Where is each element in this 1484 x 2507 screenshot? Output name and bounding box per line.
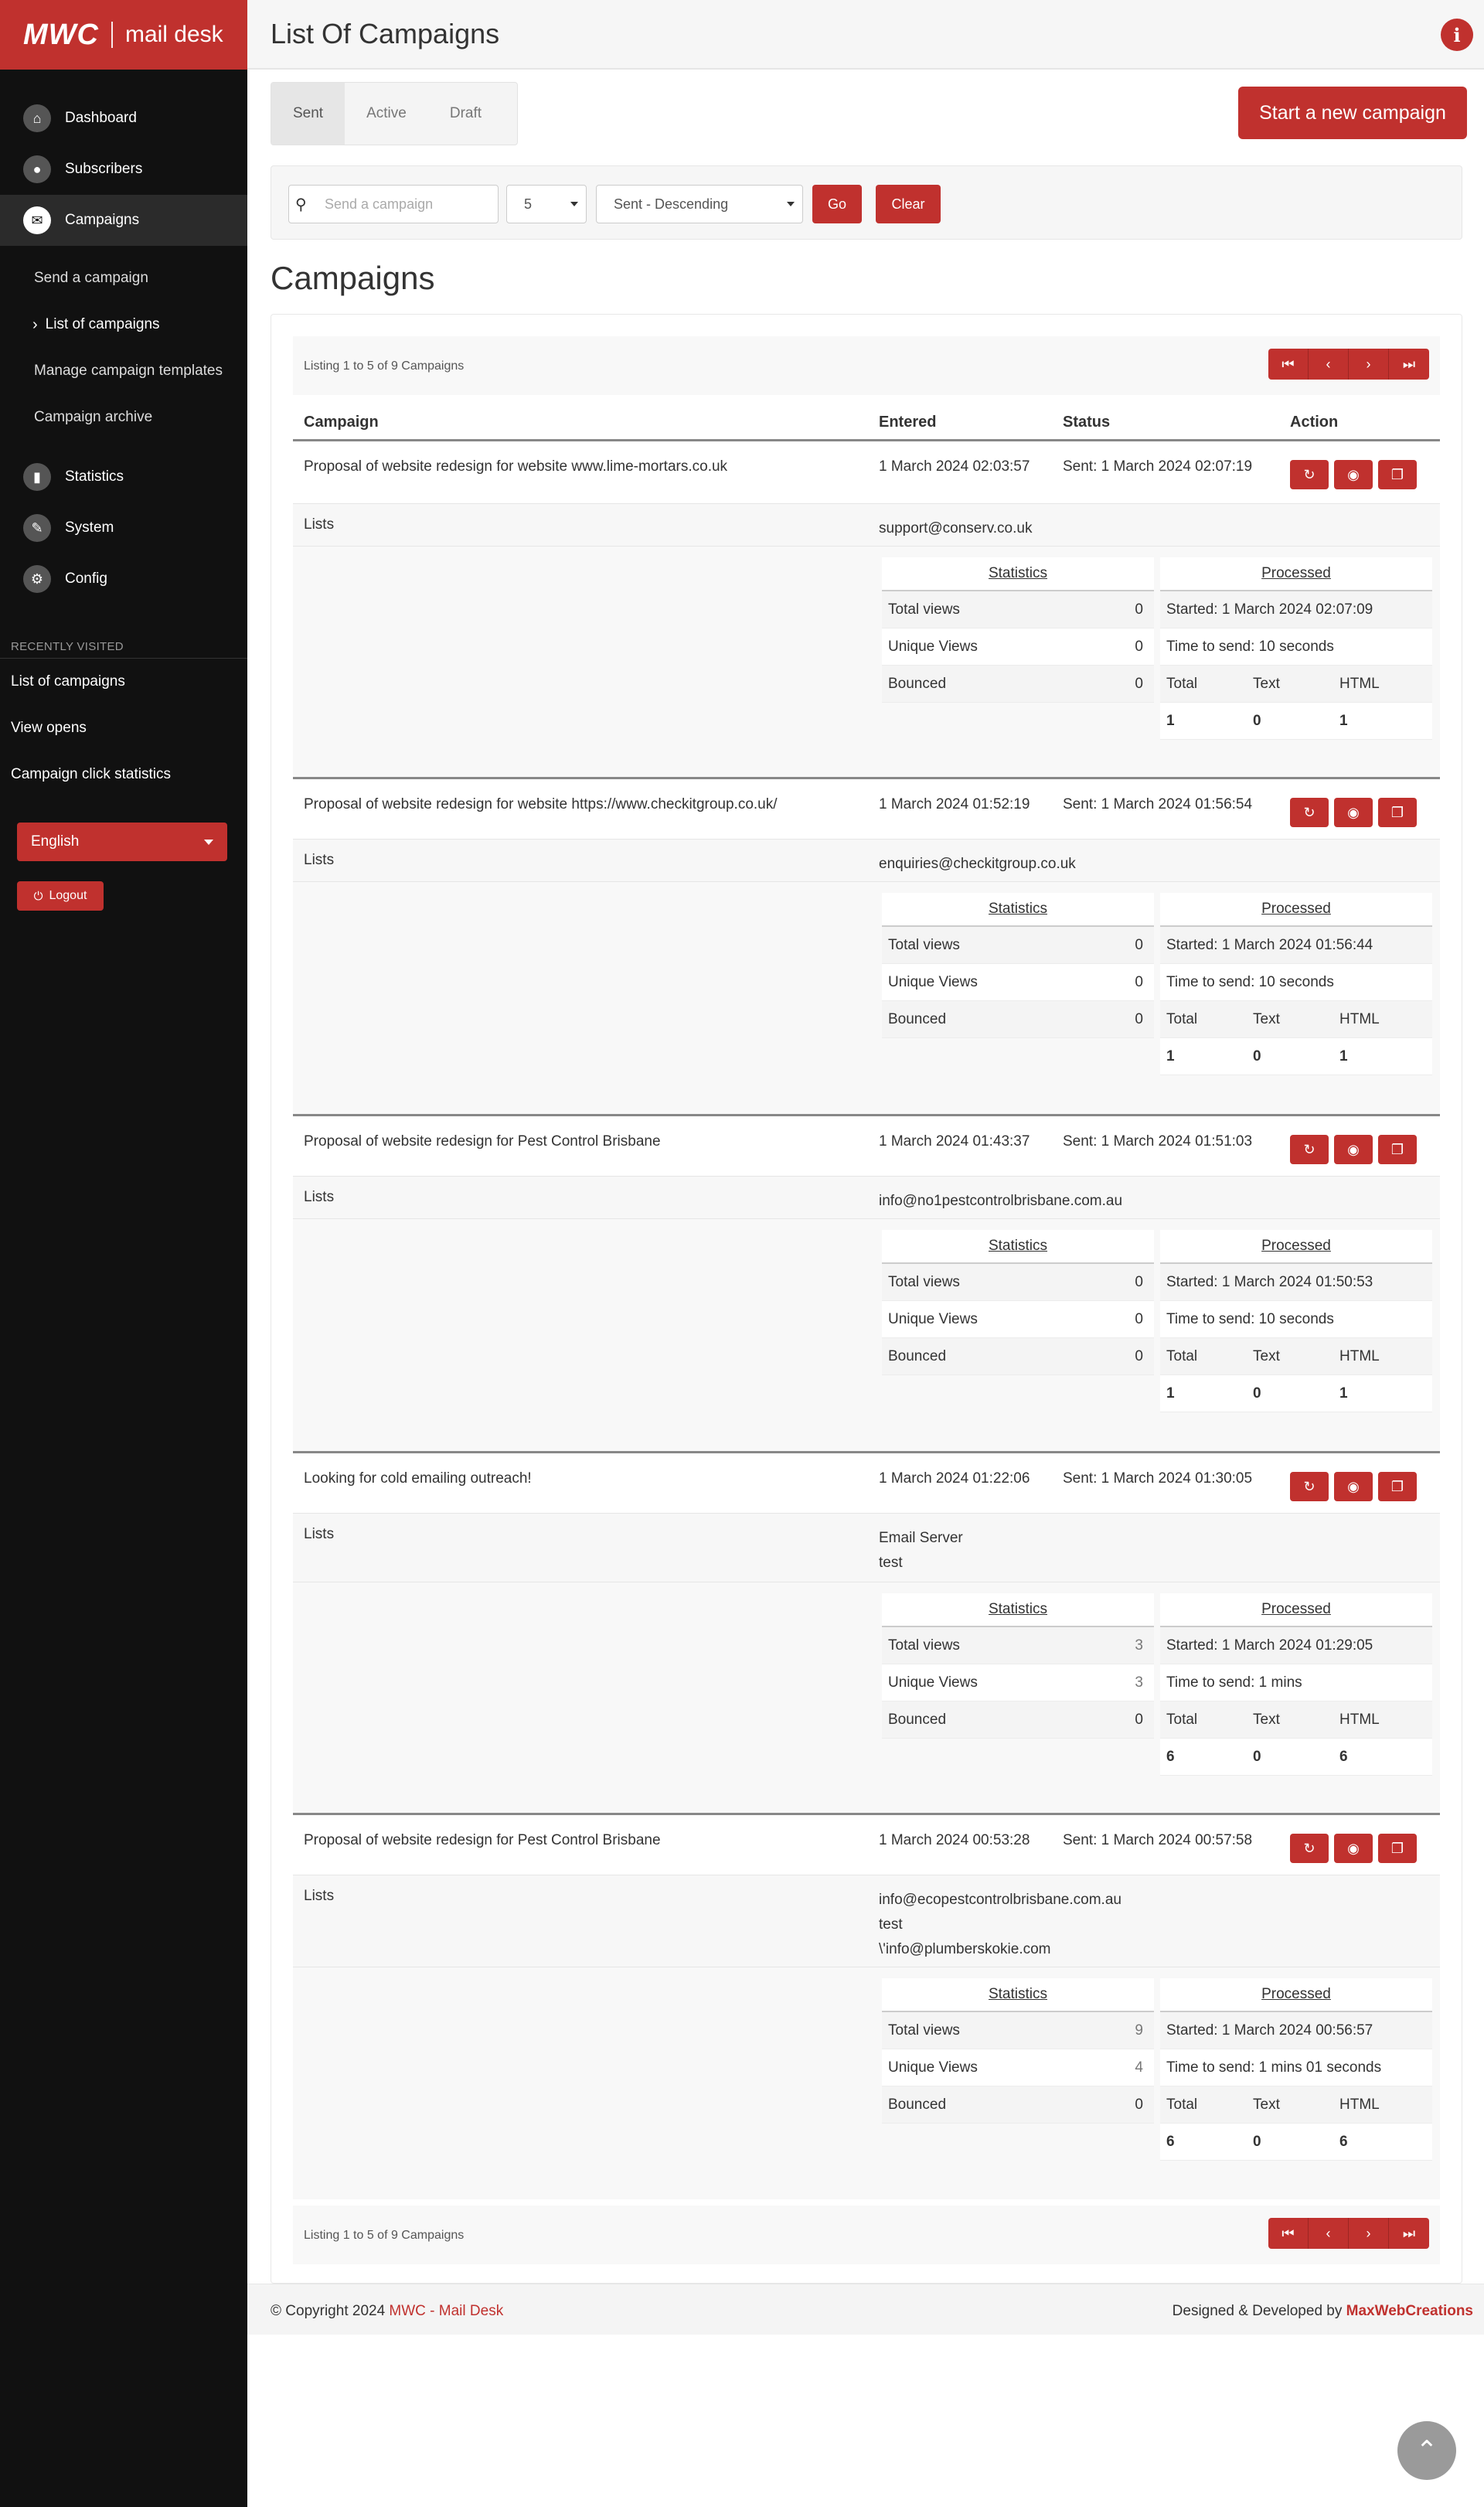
- column-campaign: Campaign: [304, 414, 379, 431]
- text-label: Text: [1253, 675, 1280, 692]
- view-button[interactable]: [1334, 1135, 1373, 1164]
- copy-button[interactable]: [1378, 1472, 1417, 1501]
- time-to-send-row: Time to send: 1 mins 01 seconds: [1160, 2049, 1432, 2086]
- campaign-summary: [293, 1114, 1440, 1176]
- started-row: Started: 1 March 2024 01:56:44: [1160, 927, 1432, 964]
- info-icon[interactable]: i: [1441, 19, 1473, 51]
- started-row: Started: 1 March 2024 02:07:09: [1160, 591, 1432, 628]
- logo-product: mail desk: [124, 22, 223, 47]
- unique-views-label: Unique Views: [888, 638, 978, 655]
- subnav-label: Send a campaign: [34, 270, 148, 286]
- eye-icon: ◉: [1347, 1840, 1360, 1856]
- campaign-row: [293, 1451, 1440, 1814]
- copyright-text: © Copyright 2024: [271, 2303, 386, 2319]
- sort-select[interactable]: [596, 185, 803, 223]
- total-views-label: Total views: [888, 2022, 960, 2039]
- started-row: Started: 1 March 2024 01:29:05: [1160, 1627, 1432, 1664]
- total-views-value: 0: [1135, 601, 1143, 618]
- section-title: Campaigns: [271, 260, 435, 296]
- lists-values: [879, 852, 1076, 877]
- campaign-row: [293, 777, 1440, 1114]
- format-values-row: [1160, 1739, 1432, 1776]
- main-nav: [0, 93, 247, 605]
- statistics-header[interactable]: Statistics: [882, 893, 1154, 927]
- list-entry: info@no1pestcontrolbrisbane.com.au: [879, 1193, 1123, 1209]
- per-page-value: 5: [524, 196, 533, 212]
- eye-icon: ◉: [1347, 804, 1360, 820]
- html-value: 1: [1339, 1047, 1348, 1064]
- time-to-send-row: Time to send: 10 seconds: [1160, 628, 1432, 666]
- format-header-row: [1160, 1701, 1432, 1739]
- text-value: 0: [1253, 1385, 1261, 1402]
- campaign-status: Sent: 1 March 2024 01:51:03: [1063, 1133, 1253, 1150]
- lists-row: [293, 1513, 1440, 1582]
- time-to-send-row: Time to send: 10 seconds: [1160, 964, 1432, 1001]
- format-header-row: [1160, 666, 1432, 703]
- listing-text: Listing 1 to 5 of 9 Campaigns: [304, 359, 465, 373]
- campaign-actions: [1290, 1135, 1422, 1164]
- copy-button[interactable]: [1378, 798, 1417, 827]
- processed-table: [1160, 893, 1432, 1075]
- unique-views-label: Unique Views: [888, 973, 978, 990]
- per-page-select[interactable]: [506, 185, 587, 223]
- html-value: 1: [1339, 1385, 1348, 1402]
- clear-button[interactable]: Clear: [876, 185, 941, 223]
- language-select[interactable]: [17, 823, 227, 861]
- power-icon: ⏻: [33, 889, 43, 903]
- total-label: Total: [1166, 1347, 1198, 1364]
- sidebar-item-label: Dashboard: [65, 110, 137, 126]
- campaign-actions: [1290, 460, 1422, 489]
- listing-bar-bottom: [293, 2206, 1440, 2264]
- refresh-icon: ↻: [1303, 466, 1316, 482]
- unique-views-row: [882, 1301, 1154, 1338]
- subnav-send-campaign[interactable]: [0, 255, 247, 301]
- format-values-row: [1160, 1375, 1432, 1412]
- format-values-row: [1160, 703, 1432, 740]
- refresh-icon: ↻: [1303, 804, 1316, 820]
- campaign-tabs: [271, 82, 518, 145]
- page-title: List Of Campaigns: [271, 18, 500, 49]
- requeue-button[interactable]: [1290, 798, 1329, 827]
- html-value: 1: [1339, 712, 1348, 729]
- total-views-value: 3: [1135, 1637, 1143, 1654]
- unique-views-value: 3: [1135, 1674, 1143, 1691]
- logo[interactable]: [0, 0, 247, 70]
- total-views-row: [882, 927, 1154, 964]
- bounced-label: Bounced: [888, 675, 947, 692]
- lists-row: [293, 839, 1440, 882]
- search-placeholder: Send a campaign: [325, 196, 434, 212]
- search-icon: ⚲: [295, 196, 307, 213]
- html-label: HTML: [1339, 1010, 1380, 1027]
- total-label: Total: [1166, 1711, 1198, 1728]
- unique-views-value: 0: [1135, 973, 1143, 990]
- campaign-status: Sent: 1 March 2024 01:30:05: [1063, 1470, 1253, 1487]
- html-label: HTML: [1339, 675, 1380, 692]
- campaigns-panel: [271, 314, 1462, 2284]
- view-button[interactable]: [1334, 1834, 1373, 1863]
- list-entry: Email Server: [879, 1530, 963, 1546]
- campaign-entered: 1 March 2024 00:53:28: [879, 1832, 1030, 1848]
- wrench-icon: ✎: [23, 514, 51, 542]
- last-page-button[interactable]: ⏭: [1389, 349, 1429, 380]
- total-views-value: 0: [1135, 936, 1143, 953]
- pagination: [1268, 2218, 1429, 2249]
- logout-label: Logout: [49, 889, 87, 902]
- lists-label: Lists: [304, 1888, 335, 1904]
- total-label: Total: [1166, 675, 1198, 692]
- unique-views-value: 0: [1135, 1310, 1143, 1327]
- eye-icon: ◉: [1347, 1141, 1360, 1157]
- refresh-icon: ↻: [1303, 1141, 1316, 1157]
- sidebar-item-subscribers[interactable]: [0, 144, 247, 195]
- sidebar-item-label: Config: [65, 571, 107, 587]
- unique-views-row: [882, 964, 1154, 1001]
- total-views-row: [882, 1264, 1154, 1301]
- html-value: 6: [1339, 1748, 1348, 1765]
- sidebar-item-config[interactable]: [0, 554, 247, 605]
- campaign-row: [293, 1813, 1440, 2199]
- text-value: 0: [1253, 1748, 1261, 1765]
- recent-item-view-opens[interactable]: View opens: [11, 720, 87, 736]
- bounced-value: 0: [1135, 1711, 1143, 1728]
- sidebar-item-statistics[interactable]: [0, 451, 247, 502]
- campaign-stats-area: [293, 882, 1440, 1114]
- subnav-list-of-campaigns[interactable]: [0, 301, 247, 348]
- listing-bar-top: [293, 336, 1440, 395]
- footer-credit: [1173, 2303, 1473, 2320]
- statistics-table: [882, 1593, 1154, 1739]
- chevron-right-icon: ›: [32, 315, 38, 333]
- campaign-row: [293, 441, 1440, 778]
- bounced-label: Bounced: [888, 1347, 947, 1364]
- unique-views-value: 0: [1135, 638, 1143, 655]
- tab-sent[interactable]: Sent: [271, 83, 345, 145]
- gear-icon: ⚙: [23, 565, 51, 593]
- copy-icon: ❐: [1390, 1141, 1404, 1157]
- lists-row: [293, 1875, 1440, 1967]
- bounced-label: Bounced: [888, 1010, 947, 1027]
- bounced-row: [882, 2086, 1154, 2124]
- statistics-header[interactable]: Statistics: [882, 1978, 1154, 2012]
- unique-views-row: [882, 628, 1154, 666]
- campaign-stats-area: [293, 547, 1440, 778]
- html-label: HTML: [1339, 2096, 1380, 2113]
- campaign-subnav: [0, 246, 247, 451]
- started-row: Started: 1 March 2024 01:50:53: [1160, 1264, 1432, 1301]
- copy-icon: ❐: [1390, 466, 1404, 482]
- lists-label: Lists: [304, 852, 335, 868]
- bounced-label: Bounced: [888, 2096, 947, 2113]
- format-values-row: [1160, 2124, 1432, 2161]
- subnav-manage-templates[interactable]: [0, 348, 247, 394]
- time-to-send-row: Time to send: 1 mins: [1160, 1664, 1432, 1701]
- unique-views-label: Unique Views: [888, 1674, 978, 1691]
- filter-bar: [271, 165, 1462, 240]
- statistics-table: [882, 557, 1154, 703]
- total-views-label: Total views: [888, 936, 960, 953]
- bounced-value: 0: [1135, 675, 1143, 692]
- processed-header[interactable]: Processed: [1160, 1230, 1432, 1264]
- lists-values: [879, 1189, 1122, 1214]
- developer-link[interactable]: MaxWebCreations: [1346, 2303, 1473, 2319]
- search-input[interactable]: [288, 185, 499, 223]
- campaign-name[interactable]: Proposal of website redesign for website https://www.checkitgroup.co.uk/: [304, 796, 778, 812]
- subnav-label: Campaign archive: [34, 409, 153, 425]
- statistics-table: [882, 1978, 1154, 2124]
- lists-values: [879, 1888, 1122, 1962]
- text-label: Text: [1253, 1347, 1280, 1364]
- footer-copyright: [271, 2303, 503, 2320]
- next-page-button[interactable]: ›: [1349, 349, 1389, 380]
- started-row: Started: 1 March 2024 00:56:57: [1160, 2012, 1432, 2049]
- copy-icon: ❐: [1390, 1478, 1404, 1494]
- unique-views-row: [882, 2049, 1154, 2086]
- processed-table: [1160, 1593, 1432, 1776]
- total-views-value: 0: [1135, 1273, 1143, 1290]
- processed-header[interactable]: Processed: [1160, 893, 1432, 927]
- total-views-label: Total views: [888, 601, 960, 618]
- text-label: Text: [1253, 1711, 1280, 1728]
- html-value: 6: [1339, 2133, 1348, 2150]
- list-entry: enquiries@checkitgroup.co.uk: [879, 856, 1076, 872]
- campaign-status: Sent: 1 March 2024 00:57:58: [1063, 1832, 1253, 1848]
- requeue-button[interactable]: [1290, 1135, 1329, 1164]
- statistics-header[interactable]: Statistics: [882, 1230, 1154, 1264]
- requeue-button[interactable]: [1290, 1834, 1329, 1863]
- total-label: Total: [1166, 2096, 1198, 2113]
- sidebar: [0, 0, 247, 2507]
- campaign-stats-area: [293, 1219, 1440, 1451]
- footer-brand-link[interactable]: MWC - Mail Desk: [389, 2303, 504, 2319]
- bounced-row: [882, 1001, 1154, 1038]
- lists-values: [879, 516, 1032, 541]
- campaign-name[interactable]: Proposal of website redesign for website www.lime-mortars.co.uk: [304, 458, 728, 475]
- text-label: Text: [1253, 1010, 1280, 1027]
- campaign-status: Sent: 1 March 2024 01:56:54: [1063, 796, 1253, 812]
- text-value: 0: [1253, 712, 1261, 729]
- subnav-label: Manage campaign templates: [34, 363, 223, 379]
- bounced-value: 0: [1135, 2096, 1143, 2113]
- campaign-stats-area: [293, 1582, 1440, 1814]
- recent-item-click-statistics[interactable]: Campaign click statistics: [11, 766, 171, 782]
- campaign-entered: 1 March 2024 01:43:37: [879, 1133, 1030, 1150]
- campaign-summary: [293, 441, 1440, 503]
- scroll-to-top-button[interactable]: ⌃: [1397, 2421, 1456, 2480]
- html-label: HTML: [1339, 1711, 1380, 1728]
- text-label: Text: [1253, 2096, 1280, 2113]
- total-value: 1: [1166, 712, 1175, 729]
- bounced-row: [882, 1338, 1154, 1375]
- copy-button[interactable]: [1378, 1135, 1417, 1164]
- next-page-button[interactable]: ›: [1349, 2218, 1389, 2249]
- footer: [247, 2284, 1484, 2335]
- processed-header[interactable]: Processed: [1160, 1978, 1432, 2012]
- unique-views-label: Unique Views: [888, 2059, 978, 2076]
- page-header: [247, 0, 1484, 70]
- subnav-campaign-archive[interactable]: [0, 394, 247, 441]
- prev-page-button[interactable]: ‹: [1309, 2218, 1349, 2249]
- total-value: 1: [1166, 1047, 1175, 1064]
- designed-text: Designed & Developed by: [1172, 2303, 1343, 2319]
- logo-brand: MWC: [23, 18, 99, 51]
- pagination: [1268, 349, 1429, 380]
- campaign-actions: [1290, 1834, 1422, 1863]
- sort-value: Sent - Descending: [614, 196, 729, 212]
- statistics-table: [882, 893, 1154, 1038]
- unique-views-row: [882, 1664, 1154, 1701]
- first-page-button[interactable]: ⏮: [1268, 2218, 1309, 2249]
- copy-button[interactable]: [1378, 1834, 1417, 1863]
- total-views-label: Total views: [888, 1273, 960, 1290]
- statistics-table: [882, 1230, 1154, 1375]
- first-page-button[interactable]: ⏮: [1268, 349, 1309, 380]
- campaign-summary: [293, 1451, 1440, 1513]
- format-header-row: [1160, 1001, 1432, 1038]
- column-status: Status: [1063, 414, 1111, 431]
- bounced-value: 0: [1135, 1010, 1143, 1027]
- format-values-row: [1160, 1038, 1432, 1075]
- listing-text: Listing 1 to 5 of 9 Campaigns: [304, 2229, 465, 2242]
- list-entry: test: [879, 1555, 903, 1571]
- processed-header[interactable]: Processed: [1160, 557, 1432, 591]
- total-views-row: [882, 2012, 1154, 2049]
- time-to-send-row: Time to send: 10 seconds: [1160, 1301, 1432, 1338]
- caret-down-icon: [204, 840, 213, 845]
- statistics-header[interactable]: Statistics: [882, 1593, 1154, 1627]
- envelope-icon: ✉: [23, 206, 51, 234]
- logout-button[interactable]: [17, 881, 104, 911]
- eye-icon: ◉: [1347, 1478, 1360, 1494]
- sidebar-item-label: Statistics: [65, 468, 124, 485]
- column-action: Action: [1290, 414, 1339, 431]
- campaign-name[interactable]: Proposal of website redesign for Pest Control Brisbane: [304, 1133, 661, 1150]
- sidebar-item-label: Campaigns: [65, 212, 140, 228]
- requeue-button[interactable]: [1290, 1472, 1329, 1501]
- text-value: 0: [1253, 1047, 1261, 1064]
- statistics-header[interactable]: Statistics: [882, 557, 1154, 591]
- processed-table: [1160, 1978, 1432, 2161]
- processed-table: [1160, 1230, 1432, 1412]
- view-button[interactable]: [1334, 1472, 1373, 1501]
- lists-row: [293, 1176, 1440, 1219]
- start-new-campaign-button[interactable]: Start a new campaign: [1238, 87, 1467, 139]
- view-button[interactable]: [1334, 460, 1373, 489]
- list-entry: test: [879, 1916, 903, 1933]
- format-header-row: [1160, 2086, 1432, 2124]
- recently-visited-title: RECENTLY VISITED: [0, 635, 247, 659]
- lists-label: Lists: [304, 1526, 335, 1542]
- bounced-row: [882, 666, 1154, 703]
- recent-item-list-of-campaigns[interactable]: List of campaigns: [11, 673, 125, 690]
- campaign-status: Sent: 1 March 2024 02:07:19: [1063, 458, 1253, 475]
- campaign-summary: [293, 1813, 1440, 1875]
- sidebar-item-campaigns[interactable]: [0, 195, 247, 246]
- list-entry: support@conserv.co.uk: [879, 520, 1033, 536]
- lists-values: [879, 1526, 963, 1575]
- copy-icon: ❐: [1390, 1840, 1404, 1856]
- list-entry: info@ecopestcontrolbrisbane.com.au: [879, 1892, 1122, 1908]
- home-icon: ⌂: [23, 104, 51, 132]
- table-header: [293, 397, 1440, 441]
- text-value: 0: [1253, 2133, 1261, 2150]
- sidebar-item-label: System: [65, 519, 114, 536]
- lists-label: Lists: [304, 516, 335, 533]
- format-header-row: [1160, 1338, 1432, 1375]
- total-views-label: Total views: [888, 1637, 960, 1654]
- campaign-actions: [1290, 798, 1422, 827]
- unique-views-label: Unique Views: [888, 1310, 978, 1327]
- unique-views-value: 4: [1135, 2059, 1143, 2076]
- campaign-name[interactable]: Looking for cold emailing outreach!: [304, 1470, 532, 1487]
- bar-chart-icon: ▮: [23, 463, 51, 491]
- logo-separator: [111, 22, 113, 48]
- total-value: 6: [1166, 2133, 1175, 2150]
- bounced-label: Bounced: [888, 1711, 947, 1728]
- total-views-row: [882, 591, 1154, 628]
- lists-label: Lists: [304, 1189, 335, 1205]
- copy-button[interactable]: [1378, 460, 1417, 489]
- total-value: 6: [1166, 1748, 1175, 1765]
- sidebar-item-system[interactable]: [0, 502, 247, 554]
- column-entered: Entered: [879, 414, 937, 431]
- language-value: English: [31, 833, 80, 850]
- prev-page-button[interactable]: ‹: [1309, 349, 1349, 380]
- lists-row: [293, 503, 1440, 547]
- go-button[interactable]: Go: [812, 185, 862, 223]
- total-views-row: [882, 1627, 1154, 1664]
- user-icon: ●: [23, 155, 51, 183]
- campaign-stats-area: [293, 1967, 1440, 2199]
- tab-draft[interactable]: Draft: [449, 105, 482, 121]
- processed-table: [1160, 557, 1432, 740]
- bounced-value: 0: [1135, 1347, 1143, 1364]
- tab-active[interactable]: Active: [366, 105, 407, 121]
- bounced-row: [882, 1701, 1154, 1739]
- total-value: 1: [1166, 1385, 1175, 1402]
- subnav-label: List of campaigns: [45, 316, 160, 332]
- total-views-value: 9: [1135, 2022, 1143, 2039]
- campaign-summary: [293, 777, 1440, 839]
- campaign-name[interactable]: Proposal of website redesign for Pest Control Brisbane: [304, 1832, 661, 1848]
- refresh-icon: ↻: [1303, 1478, 1316, 1494]
- chevron-down-icon: [570, 202, 578, 206]
- eye-icon: ◉: [1347, 466, 1360, 482]
- total-label: Total: [1166, 1010, 1198, 1027]
- campaign-entered: 1 March 2024 01:52:19: [879, 796, 1030, 812]
- processed-header[interactable]: Processed: [1160, 1593, 1432, 1627]
- campaign-entered: 1 March 2024 01:22:06: [879, 1470, 1030, 1487]
- campaign-row: [293, 1114, 1440, 1451]
- requeue-button[interactable]: [1290, 460, 1329, 489]
- list-entry: \'info@plumberskokie.com: [879, 1941, 1051, 1957]
- campaign-entered: 1 March 2024 02:03:57: [879, 458, 1030, 475]
- html-label: HTML: [1339, 1347, 1380, 1364]
- view-button[interactable]: [1334, 798, 1373, 827]
- sidebar-item-label: Subscribers: [65, 161, 143, 177]
- last-page-button[interactable]: ⏭: [1389, 2218, 1429, 2249]
- campaign-actions: [1290, 1472, 1422, 1501]
- refresh-icon: ↻: [1303, 1840, 1316, 1856]
- sidebar-item-dashboard[interactable]: [0, 93, 247, 144]
- copy-icon: ❐: [1390, 804, 1404, 820]
- chevron-down-icon: [787, 202, 795, 206]
